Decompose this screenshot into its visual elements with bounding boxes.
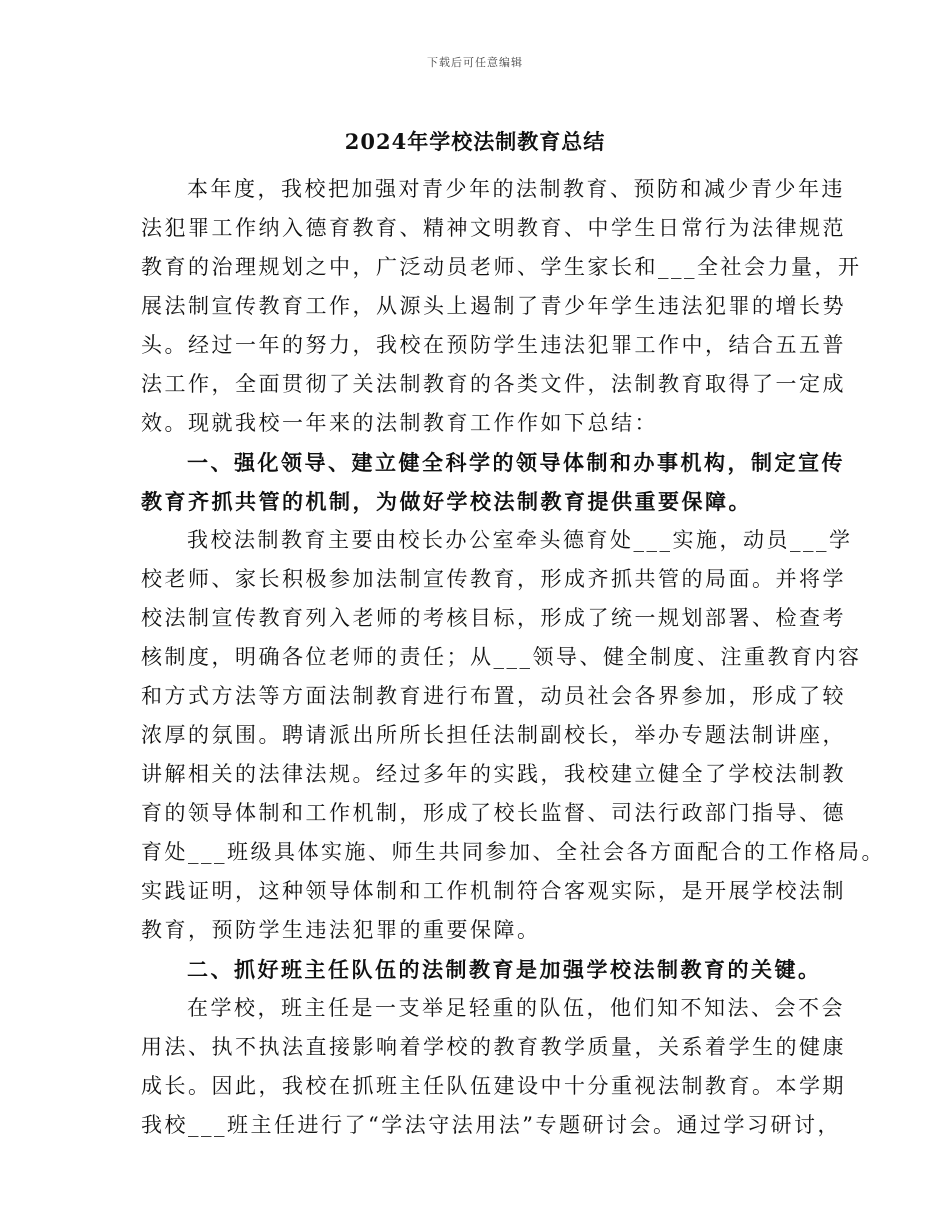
section-heading-line: 教育齐抓共管的机制，为做好学校法制教育提供重要保障。: [141, 489, 752, 514]
body-line: 法工作，全面贯彻了关法制教育的各类文件，法制教育取得了一定成: [141, 372, 846, 396]
body-line: 用法、执不执法直接影响着学校的教育教学质量，关系着学生的健康: [141, 1035, 846, 1059]
body-line: 核制度，明确各位老师的责任；从___领导、健全制度、注重教育内容: [141, 645, 862, 669]
body-line: 我校法制教育主要由校长办公室牵头德育处___实施，动员___学: [187, 528, 853, 552]
body-line: 本年度，我校把加强对青少年的法制教育、预防和减少青少年违: [187, 177, 845, 201]
body-line: 我校___班主任进行了“学法守法用法”专题研讨会。通过学习研讨，: [141, 1113, 841, 1137]
body-line: 在学校，班主任是一支举足轻重的队伍，他们知不知法、会不会: [187, 996, 845, 1020]
body-line: 育的领导体制和工作机制，形成了校长监督、司法行政部门指导、德: [141, 801, 846, 825]
body-line: 教育，预防学生违法犯罪的重要保障。: [141, 918, 541, 942]
body-line: 成长。因此，我校在抓班主任队伍建设中十分重视法制教育。本学期: [141, 1074, 846, 1098]
body-line: 展法制宣传教育工作，从源头上遏制了青少年学生违法犯罪的增长势: [141, 294, 846, 318]
body-line: 效。现就我校一年来的法制教育工作作如下总结：: [141, 411, 658, 435]
section-heading-line: 一、强化领导、建立健全科学的领导体制和办事机构，制定宣传: [187, 450, 845, 475]
body-line: 校法制宣传教育列入老师的考核目标，形成了统一规划部署、检查考: [141, 606, 846, 630]
header-note: 下载后可任意编辑: [427, 56, 523, 69]
body-line: 和方式方法等方面法制教育进行布置，动员社会各界参加，形成了较: [141, 684, 846, 708]
body-line: 讲解相关的法律法规。经过多年的实践，我校建立健全了学校法制教: [141, 762, 846, 786]
body-line: 教育的治理规划之中，广泛动员老师、学生家长和___全社会力量，开: [141, 255, 862, 279]
body-line: 头。经过一年的努力，我校在预防学生违法犯罪工作中，结合五五普: [141, 333, 846, 357]
section-heading-line: 二、抓好班主任队伍的法制教育是加强学校法制教育的关键。: [187, 957, 822, 982]
body-line: 实践证明，这种领导体制和工作机制符合客观实际，是开展学校法制: [141, 879, 846, 903]
body-line: 法犯罪工作纳入德育教育、精神文明教育、中学生日常行为法律规范: [141, 216, 846, 240]
body-line: 育处___班级具体实施、师生共同参加、全社会各方面配合的工作格局。: [141, 840, 885, 864]
body-line: 浓厚的氛围。聘请派出所所长担任法制副校长，举办专题法制讲座，: [141, 723, 846, 747]
document-title: 2024年学校法制教育总结: [344, 129, 606, 154]
body-line: 校老师、家长积极参加法制宣传教育，形成齐抓共管的局面。并将学: [141, 567, 846, 591]
document-body: [141, 170, 885, 1145]
